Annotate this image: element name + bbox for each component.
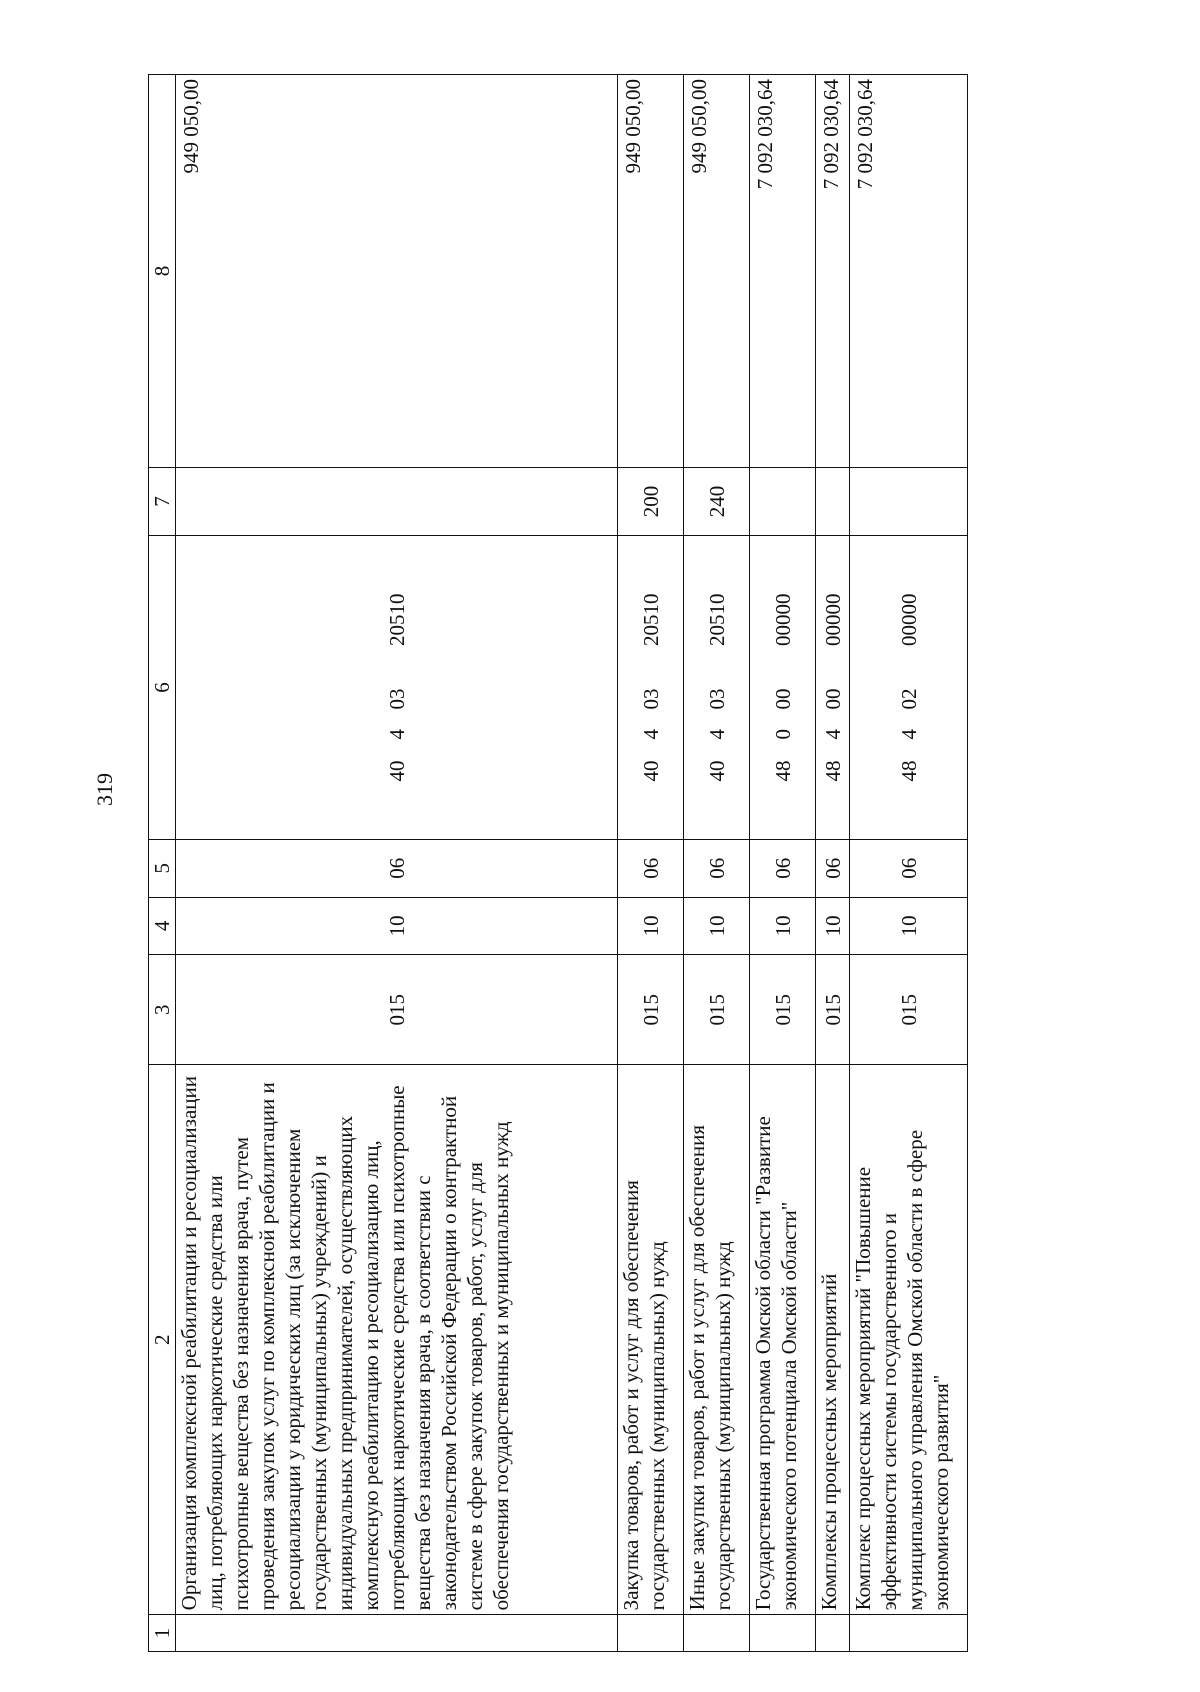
ministry-code-cell: 015 [750,955,816,1065]
code-program: 40 [638,760,663,782]
row-name-cell: Государственная программа Омской области "Развитие экономического потенциала Омской области" [750,1065,816,1615]
header-col-7: 7 [149,467,176,535]
ministry-code-cell: 015 [618,955,684,1065]
section-cell: 10 [850,897,968,955]
subsection-cell: 06 [816,839,850,897]
amount-cell: 949 050,00 [176,75,618,468]
code-direction: 00000 [820,593,845,647]
table-row [750,75,816,1652]
table-row [850,75,968,1652]
code-type: 4 [704,729,729,740]
code-subprogram: 03 [704,688,729,710]
code-direction: 20510 [638,593,663,647]
code-type: 4 [820,729,845,740]
row-name-cell: Закупка товаров, работ и услуг для обеспечения государственных (муниципальных) нужд [618,1065,684,1615]
amount-cell: 7 092 030,64 [750,75,816,468]
amount-cell: 7 092 030,64 [850,75,968,468]
section-cell: 10 [684,897,750,955]
row-name-cell: Организация комплексной реабилитации и ресоциализации лиц, потребляющих наркотические средства или психотропные вещества без назначения врача, путем проведения закупок услуг по комплексной реабилитации и ресоциализации у юридических лиц (за исключением государственных (муниципальных) учреждений) и индивидуальных предпринимателей, осуществляющих комплексную реабилитацию и ресоциализацию лиц, потребляющих наркотические средства или психотропные вещества без назначения врача, в соответствии с законодательством Российской Федерации о контрактной системе в сфере закупок товаров, работ, услуг для обеспечения государственных и муниципальных нужд [176,1065,618,1615]
header-col-1: 1 [149,1615,176,1652]
code-subprogram: 03 [384,688,409,710]
code-subprogram: 00 [820,688,845,710]
ministry-code-cell: 015 [850,955,968,1065]
page-number: 319 [92,773,117,806]
target-article-cell [618,536,684,840]
code-program: 40 [384,760,409,782]
header-col-8: 8 [149,75,176,468]
header-row [149,75,176,1652]
subsection-cell: 06 [684,839,750,897]
table-row [618,75,684,1652]
target-article-cell [850,536,968,840]
ministry-code-cell: 015 [816,955,850,1065]
row-index-cell [176,1615,618,1652]
budget-table-sheet [148,74,1200,1652]
expense-type-cell [816,467,850,535]
target-article-cell [750,536,816,840]
code-type: 4 [896,729,921,740]
expense-type-cell [176,467,618,535]
code-type: 0 [770,729,795,740]
target-article-cell [816,536,850,840]
amount-cell: 949 050,00 [618,75,684,468]
subsection-cell: 06 [176,839,618,897]
expense-type-cell [750,467,816,535]
row-index-cell [684,1615,750,1652]
header-col-4: 4 [149,897,176,955]
table-row [176,75,618,1652]
header-col-2: 2 [149,1065,176,1615]
expense-type-cell: 240 [684,467,750,535]
section-cell: 10 [816,897,850,955]
code-program: 48 [820,760,845,782]
ministry-code-cell: 015 [176,955,618,1065]
code-type: 4 [638,729,663,740]
row-name-cell: Комплексы процессных мероприятий [816,1065,850,1615]
table-row [816,75,850,1652]
code-program: 40 [704,760,729,782]
code-subprogram: 02 [896,688,921,710]
code-direction: 00000 [770,593,795,647]
header-col-6: 6 [149,536,176,840]
row-index-cell [750,1615,816,1652]
target-article-cell [176,536,618,840]
amount-cell: 949 050,00 [684,75,750,468]
row-name-cell: Комплекс процессных мероприятий "Повышение эффективности системы государственного и муниципального управления Омской области в сфере экономического развития" [850,1065,968,1615]
header-col-3: 3 [149,955,176,1065]
section-cell: 10 [618,897,684,955]
table-row [684,75,750,1652]
code-type: 4 [384,729,409,740]
row-name-cell: Иные закупки товаров, работ и услуг для обеспечения государственных (муниципальных) нужд [684,1065,750,1615]
code-subprogram: 00 [770,688,795,710]
subsection-cell: 06 [750,839,816,897]
section-cell: 10 [750,897,816,955]
subsection-cell: 06 [618,839,684,897]
code-program: 48 [770,760,795,782]
ministry-code-cell: 015 [684,955,750,1065]
code-direction: 20510 [384,593,409,647]
row-index-cell [816,1615,850,1652]
code-subprogram: 03 [638,688,663,710]
expense-type-cell [850,467,968,535]
section-cell: 10 [176,897,618,955]
target-article-cell [684,536,750,840]
subsection-cell: 06 [850,839,968,897]
budget-table [148,74,968,1652]
header-col-5: 5 [149,839,176,897]
row-index-cell [850,1615,968,1652]
amount-cell: 7 092 030,64 [816,75,850,468]
code-direction: 20510 [704,593,729,647]
code-program: 48 [896,760,921,782]
expense-type-cell: 200 [618,467,684,535]
row-index-cell [618,1615,684,1652]
code-direction: 00000 [896,593,921,647]
